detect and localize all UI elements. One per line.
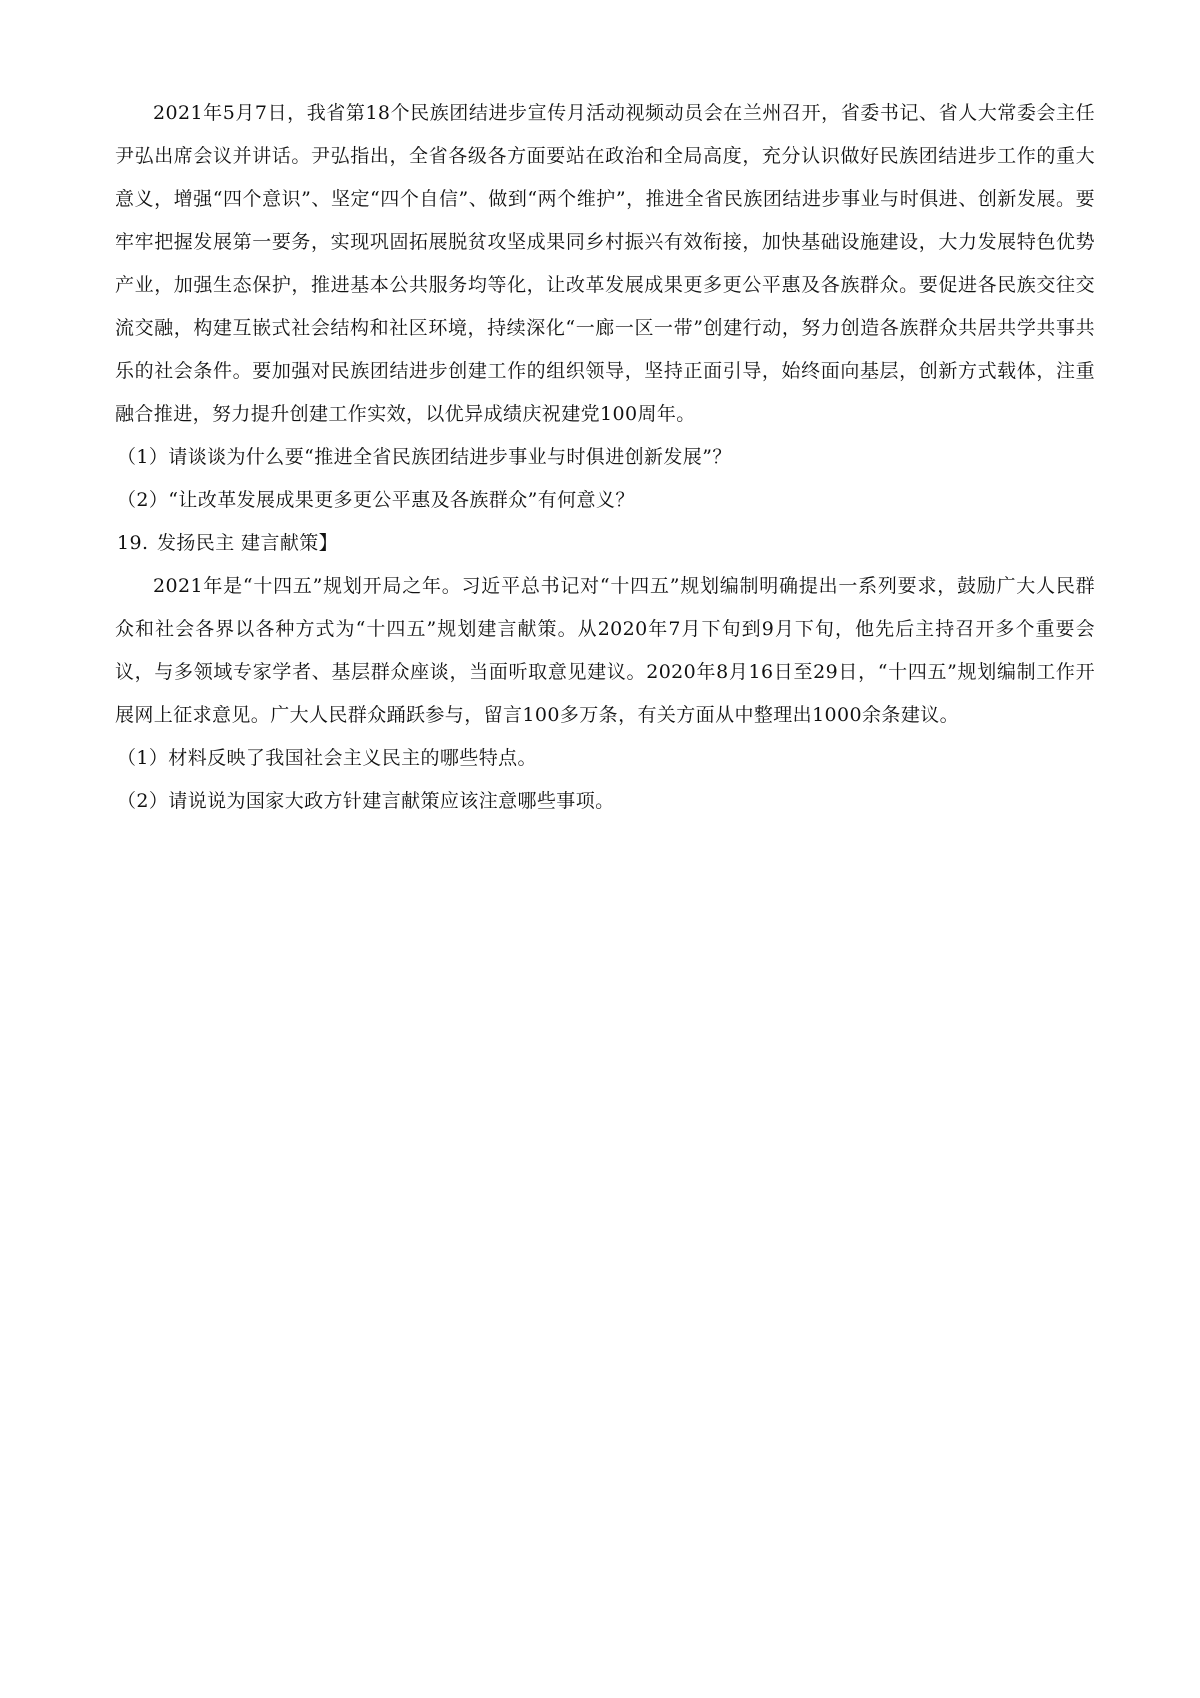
question-number: 19. [117,532,149,554]
document-content [115,92,1095,823]
question-19-1: （1）材料反映了我国社会主义民主的哪些特点。 [117,747,537,769]
question-19-2: （2）请说说为国家大政方针建言献策应该注意哪些事项。 [117,790,615,812]
question-19-heading [115,522,1095,565]
question-title: 发扬民主 建言献策】 [157,532,339,554]
question-18-1: （1）请谈谈为什么要“推进全省民族团结进步事业与时俱进创新发展”？ [117,446,732,468]
question-18-2: （2）“让改革发展成果更多更公平惠及各族群众”有何意义？ [117,489,635,511]
material-paragraph-19: 2021年是“十四五”规划开局之年。习近平总书记对“十四五”规划编制明确提出一系列要求，鼓励广大人民群众和社会各界以各种方式为“十四五”规划建言献策。从2020年7月下旬到9月下旬，他先后主持召开多个重要会议，与多领域专家学者、基层群众座谈，当面听取意见建议。2020年8月16日至29日，“十四五”规划编制工作开展网上征求意见。广大人民群众踊跃参与，留言100多万条，有关方面从中整理出1000余条建议。 [115,575,1095,726]
material-paragraph-18: 2021年5月7日，我省第18个民族团结进步宣传月活动视频动员会在兰州召开，省委书记、省人大常委会主任尹弘出席会议并讲话。尹弘指出，全省各级各方面要站在政治和全局高度，充分认识做好民族团结进步工作的重大意义，增强“四个意识”、坚定“四个自信”、做到“两个维护”，推进全省民族团结进步事业与时俱进、创新发展。要牢牢把握发展第一要务，实现巩固拓展脱贫攻坚成果同乡村振兴有效衔接，加快基础设施建设，大力发展特色优势产业，加强生态保护，推进基本公共服务均等化，让改革发展成果更多更公平惠及各族群众。要促进各民族交往交流交融，构建互嵌式社会结构和社区环境，持续深化“一廊一区一带”创建行动，努力创造各族群众共居共学共事共乐的社会条件。要加强对民族团结进步创建工作的组织领导，坚持正面引导，始终面向基层，创新方式载体，注重融合推进，努力提升创建工作实效，以优异成绩庆祝建党100周年。 [115,102,1095,425]
